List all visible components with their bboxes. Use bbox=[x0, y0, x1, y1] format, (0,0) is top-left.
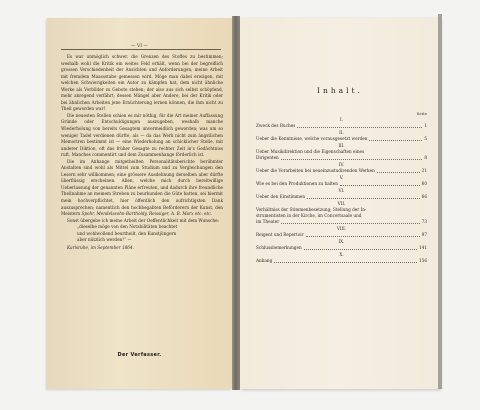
left-page bbox=[47, 18, 232, 389]
toc-entry bbox=[256, 117, 427, 129]
toc-line bbox=[256, 245, 427, 251]
chapter-title: Ueber die Kenntnisse, welche vorausgesetzt werden bbox=[256, 136, 368, 141]
chapter-numeral: VIII. bbox=[336, 226, 347, 231]
toc-line bbox=[256, 219, 427, 225]
chapter-title: Reigent und Repertoir bbox=[256, 232, 304, 237]
page-number: 60 bbox=[421, 181, 427, 186]
toc-entry bbox=[256, 130, 427, 142]
toc-line bbox=[256, 123, 427, 129]
page-number: 8 bbox=[424, 155, 427, 160]
right-page bbox=[240, 18, 440, 389]
leader-dots bbox=[306, 236, 420, 237]
chapter-title: Ueber den Einstimmen bbox=[256, 194, 306, 199]
paragraph-text: Die im Anhange mitgetheilten Personalitätsberichte berühmter Anstalten sind wohl als Mittel zum Studium und zu Vergleichungen den Lesern sehr willkommen; eine grössere Ausdehnung derselben aber dürfte überflüssig erscheinen. Allen, welche mich durch bereitwillige Ueberlassung der genannten Pläne erfreuten, und dadurch ihre freundliche Theilnahme an meinem Streben zu beurkunden die Güte hatten, sei hiermit mein hochverpflichtet, hier öffentlich den aufrichtigsten Dank auszusprechen; namentlich den hochbegabten Beförderern der Kunst, den Meistern bbox=[61, 158, 223, 217]
leader-dots bbox=[369, 140, 422, 141]
leader-dots bbox=[307, 198, 420, 199]
chapter-title: Schlussbemerkungen bbox=[256, 245, 302, 250]
chapter-title: Zweck des Buches bbox=[256, 123, 296, 128]
paragraph: Die neuesten Stellen schien es mir nöthig, für die Art meiner Auffassung Gründe oder Entschuldigungen auszugeben, weshalb manche Wiederholung von bereits Gesagtem unvermeidlich geworden; was um so weniger Tadel verdienen dürfte, als — da das Werk nicht zum ängstlichen Memoriren bestimmt ist — eine Wiederholung an schicklicher Stelle, mit anderer Diktion, oft das früher Gesagte zu rechter Zeit in's Gedächtniss ruft. Manches commentirt und dem Zusammenhange förderlich ist. bbox=[61, 112, 223, 158]
quote-line: und wohlwollend beurtheilt, den Kunstjüngern bbox=[77, 230, 177, 236]
leader-dots bbox=[304, 249, 417, 250]
leader-dots bbox=[297, 127, 422, 128]
leader-dots bbox=[340, 185, 420, 186]
quote-line: „dieselbe möge von den Notabilitäten beachtet bbox=[77, 224, 178, 230]
composer-names: Spohr, Mendelssohn-Bartholdy, Reissiger, A. B. Marx etc. etc. bbox=[81, 211, 212, 217]
chapter-numeral: IV. bbox=[338, 162, 345, 167]
toc-entry bbox=[256, 175, 427, 187]
chapter-title: im Theater bbox=[256, 219, 280, 224]
toc-entry bbox=[256, 226, 427, 238]
leader-dots bbox=[377, 172, 420, 173]
page-number: 97 bbox=[421, 232, 427, 237]
quote-line: aber nützlich werden!“ — bbox=[77, 237, 132, 243]
toc-entry bbox=[256, 201, 427, 225]
toc-line bbox=[256, 155, 427, 161]
toc-line bbox=[256, 181, 427, 187]
page-number: 73 bbox=[421, 219, 427, 224]
chapter-title: Dirigenten bbox=[256, 155, 279, 160]
toc-entry bbox=[256, 239, 427, 251]
chapter-numeral: IX. bbox=[338, 239, 345, 244]
chapter-title: Anhang bbox=[256, 258, 273, 263]
chapter-title-line: Verhältniss der Stimmenbesetzung; Stellung der In- bbox=[256, 207, 367, 212]
chapter-numeral: VII. bbox=[337, 201, 346, 206]
page-number: — VI — bbox=[131, 44, 148, 49]
chapter-title-line: strumentisten in der Kirche, im Concertsaale und bbox=[256, 213, 362, 218]
page-column-label: Seite bbox=[416, 111, 427, 116]
toc-title: Inhalt. bbox=[317, 86, 363, 95]
toc-line bbox=[256, 194, 427, 200]
toc-entry bbox=[256, 188, 427, 200]
toc-line bbox=[256, 232, 427, 238]
page-number: 1 bbox=[424, 123, 427, 128]
chapter-title: Ueber die Vorarbeiten bei neueinzustudirenden Werken bbox=[256, 168, 375, 173]
chapter-numeral: X. bbox=[339, 252, 344, 257]
page-number: 66 bbox=[421, 194, 427, 199]
chapter-numeral: V. bbox=[339, 175, 344, 180]
toc-line bbox=[256, 136, 427, 142]
chapter-numeral: VI. bbox=[338, 188, 345, 193]
toc-line bbox=[256, 258, 427, 264]
header-rule bbox=[61, 49, 221, 50]
preface-text bbox=[61, 54, 223, 251]
chapter-numeral: III. bbox=[338, 143, 345, 148]
paragraph: Es war unmöglich schwer, die Grenzen des Stoffes zu bestimmen; weshalb wohl die Kritik ein weites Feld erhält, wenn bei der begreiflich grossen Verschiedenheit der Ansichten und Anforderungen, meine Arbeit mit fremdem Maassstabe gemessen wird. Möge man dabei erwägen, mit welchen Schwierigkeiten ein Autor zu kämpfen hat, dem nicht ähnliche Werke als Vorbilder zu Gebote stehen; der also aus sich selbst schöpfend, mehr anregend verfährt; dessen Mängel aber Andere, bei der Kritik oder bei ähnlichen Arbeiten jene Ernüchterung lernen können, die ihm nicht zu Theil geworden war! bbox=[61, 54, 223, 112]
book-spread bbox=[47, 18, 440, 389]
page-number: 141 bbox=[419, 245, 427, 250]
dateline: Karlsruhe, im September 1864. bbox=[67, 244, 134, 250]
toc-entry bbox=[256, 252, 427, 264]
book-gutter bbox=[232, 16, 240, 390]
paragraph bbox=[61, 159, 223, 218]
chapter-numeral: I. bbox=[340, 117, 343, 122]
page-number: 21 bbox=[421, 168, 427, 173]
page-stack-edge bbox=[438, 14, 442, 389]
toc-entry bbox=[256, 162, 427, 174]
page-number: 5 bbox=[424, 136, 427, 141]
chapter-title-line: Ueber Musikdirektion und die Eigenschaften eines bbox=[256, 149, 365, 154]
chapter-title: Wie es bei den Produktionen zu halten bbox=[256, 181, 338, 186]
leader-dots bbox=[281, 159, 423, 160]
paragraph: Sonst übergebe ich meine Arbeit der Oeffentlichkeit mit dem Wunsche: bbox=[67, 217, 220, 223]
chapter-numeral: II. bbox=[339, 130, 344, 135]
signature: Der Verfasser. bbox=[117, 352, 162, 358]
table-of-contents bbox=[256, 117, 427, 265]
toc-entry bbox=[256, 143, 427, 161]
leader-dots bbox=[274, 262, 417, 263]
page-number: 156 bbox=[419, 258, 427, 263]
leader-dots bbox=[281, 223, 419, 224]
toc-line bbox=[256, 168, 427, 174]
